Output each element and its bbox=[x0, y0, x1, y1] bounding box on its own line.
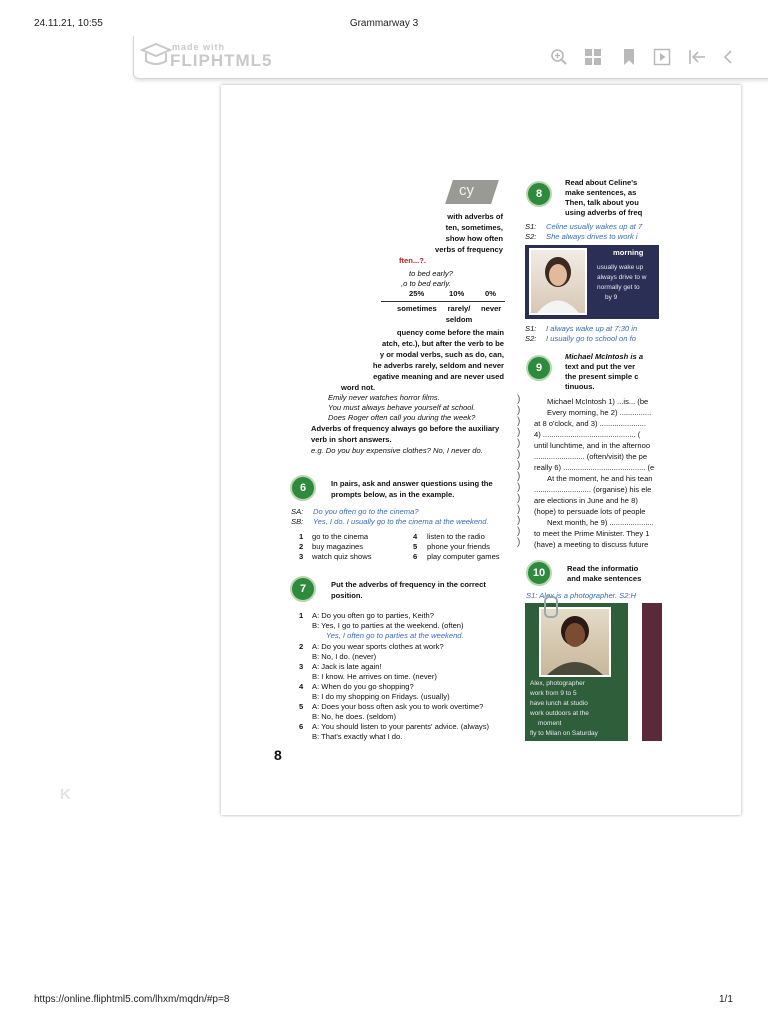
freq-percent: 10% bbox=[449, 289, 465, 298]
exercise-6-instruction: In pairs, ask and answer questions using the prompts below, as in the example. bbox=[331, 479, 493, 499]
logo-made-with: made with bbox=[172, 42, 226, 52]
print-datetime: 24.11.21, 10:55 bbox=[34, 18, 103, 29]
dialogue-a: A: Do you wear sports clothes at work? bbox=[312, 642, 444, 651]
binder-ring-icon: ) bbox=[517, 449, 521, 460]
freq-percent: 0% bbox=[485, 289, 496, 298]
exercise-10-instruction: and make sentences bbox=[567, 574, 642, 583]
text-line: are elections in June and he 8) bbox=[534, 496, 638, 505]
intro-line: verbs of frequency bbox=[435, 245, 503, 254]
prompt-text: buy magazines bbox=[312, 542, 364, 551]
exercise-9-instruction: the present simple c bbox=[565, 372, 639, 381]
binder-ring-icon: ) bbox=[517, 537, 521, 548]
exercise-9-badge: 9 bbox=[526, 355, 552, 381]
dialogue-a: A: You should listen to your parents' advice. (always) bbox=[312, 722, 490, 731]
page-number: 8 bbox=[274, 747, 282, 763]
prompt-text: go to the cinema bbox=[312, 532, 369, 541]
dialogue-b: B: I know. He arrives on time. (never) bbox=[312, 672, 437, 681]
schedule-item: usually wake up bbox=[597, 264, 644, 271]
dialogue-b: B: No, I do. (never) bbox=[312, 652, 377, 661]
exercise-8-instruction: Read about Celine's bbox=[565, 178, 638, 187]
prompt-num: 1 bbox=[299, 532, 304, 541]
exercise-9-instruction: tinuous. bbox=[565, 382, 595, 391]
schedule-heading: morning bbox=[613, 248, 644, 257]
example-sentence: S1: Alex is a photographer. S2:H bbox=[526, 591, 637, 600]
example-answer: Yes, I do. I usually go to the cinema at the weekend. bbox=[313, 517, 489, 526]
intro-example: to bed early? bbox=[409, 269, 453, 278]
dialogue-a: A: Does your boss often ask you to work overtime? bbox=[312, 702, 484, 711]
text-line: ........................ (often/visit) the pe bbox=[534, 452, 648, 461]
dialogue-b: B: I do my shopping on Fridays. (usually) bbox=[312, 692, 450, 701]
item-num: 1 bbox=[299, 611, 304, 620]
item-num: 4 bbox=[299, 682, 304, 691]
card-item: fly to Milan on Saturday bbox=[530, 730, 598, 737]
rule-line: quency come before the main bbox=[396, 328, 504, 337]
exercise-7-instruction: Put the adverbs of frequency in the correct position. bbox=[331, 580, 486, 600]
text-line: At the moment, he and his tean bbox=[547, 474, 653, 483]
intro-line: with adverbs of bbox=[447, 212, 503, 221]
freq-word: sometimes bbox=[397, 304, 437, 313]
bookmark-icon[interactable] bbox=[620, 48, 638, 66]
exercise-7-badge: 7 bbox=[290, 576, 316, 602]
schedule-item: by 9 bbox=[605, 294, 618, 301]
prev-page-arrow-icon[interactable]: K bbox=[60, 786, 71, 803]
rule-example: You must always behave yourself at school. bbox=[328, 403, 476, 412]
text-line: until lunchtime, and in the afternoo bbox=[534, 441, 651, 450]
second-card bbox=[642, 603, 662, 741]
card-item: Alex, photographer bbox=[530, 680, 585, 687]
item-num: 5 bbox=[299, 702, 304, 711]
rule-line: he adverbs rarely, seldom and never bbox=[372, 361, 504, 370]
item-num: 3 bbox=[299, 662, 304, 671]
exercise-8-instruction: Then, talk about you bbox=[565, 198, 639, 207]
exercise-9-instruction: Michael McIntosh is a bbox=[565, 352, 644, 361]
rule-example: Does Roger often call you during the week? bbox=[328, 413, 476, 422]
exercise-6-badge: 6 bbox=[290, 475, 316, 501]
example-sentence: Celine usually wakes up at 7 bbox=[546, 222, 643, 231]
example-question: Do you often go to the cinema? bbox=[313, 507, 419, 516]
card-item: moment bbox=[538, 720, 562, 727]
section-banner-text: cy bbox=[459, 182, 474, 199]
binder-ring-icon: ) bbox=[517, 471, 521, 482]
prompt-num: 6 bbox=[413, 552, 418, 561]
prompt-num: 5 bbox=[413, 542, 418, 551]
rule-line: atch, etc.), but after the verb to be bbox=[382, 339, 504, 348]
binder-ring-icon: ) bbox=[517, 482, 521, 493]
dialogue-b: B: No, he does. (seldom) bbox=[312, 712, 396, 721]
text-line: Michael McIntosh 1) ...is... (be bbox=[547, 397, 649, 406]
print-url: https://online.fliphtml5.com/lhxm/mqdn/#p=8 bbox=[34, 994, 230, 1005]
speaker-label: SB: bbox=[291, 517, 304, 526]
autoplay-icon[interactable] bbox=[653, 48, 671, 66]
speaker-label: S2: bbox=[525, 232, 537, 241]
zoom-in-icon[interactable] bbox=[550, 48, 568, 66]
text-line: Every morning, he 2) ............... bbox=[547, 408, 652, 417]
example-sentence: I usually go to school on fo bbox=[546, 334, 636, 343]
prompt-text: phone your friends bbox=[427, 542, 490, 551]
prompt-num: 3 bbox=[299, 552, 304, 561]
binder-ring-icon: ) bbox=[517, 416, 521, 427]
intro-example: ,o to bed early. bbox=[401, 279, 451, 288]
exercise-8-instruction: make sentences, as bbox=[565, 188, 637, 197]
speaker-label: S1: bbox=[525, 324, 537, 333]
prev-page-icon[interactable] bbox=[722, 48, 732, 66]
freq-word: never bbox=[481, 304, 502, 313]
exercise-10-instruction: Read the informatio bbox=[567, 564, 639, 573]
exercise-9-instruction: text and put the ver bbox=[565, 362, 636, 371]
intro-line: show how often bbox=[445, 234, 503, 243]
intro-line: ften...?. bbox=[399, 256, 426, 265]
prompt-num: 2 bbox=[299, 542, 304, 551]
rule-line: egative meaning and are never used bbox=[373, 372, 504, 381]
example-sentence: I always wake up at 7:30 in bbox=[546, 324, 638, 333]
speaker-label: SA: bbox=[291, 507, 304, 516]
prompt-text: play computer games bbox=[427, 552, 500, 561]
card-item: work from 9 to 5 bbox=[530, 690, 577, 697]
text-line: ........................... (organise) his ele bbox=[534, 485, 652, 494]
binder-ring-icon: ) bbox=[517, 394, 521, 405]
dialogue-a: A: Jack is late again! bbox=[312, 662, 382, 671]
rule-line: y or modal verbs, such as do, can, bbox=[379, 350, 504, 359]
binder-ring-icon: ) bbox=[517, 526, 521, 537]
scale-rule bbox=[381, 301, 505, 302]
exercise-8-badge: 8 bbox=[526, 181, 552, 207]
short-answers-note: Adverbs of frequency always go before the auxiliary verb in short answers. bbox=[311, 424, 500, 444]
example-sentence: She always drives to work i bbox=[546, 232, 638, 241]
logo-fliphtml5: FLIPHTML5 bbox=[170, 51, 273, 70]
book-page bbox=[221, 85, 741, 815]
item-num: 2 bbox=[299, 642, 304, 651]
dialogue-a: A: When do you go shopping? bbox=[312, 682, 414, 691]
thumbnails-icon[interactable] bbox=[584, 48, 602, 66]
freq-percent: 25% bbox=[409, 289, 425, 298]
text-line: 4) ............................................ ( bbox=[534, 430, 641, 439]
speaker-label: S1: bbox=[525, 222, 537, 231]
binder-ring-icon: ) bbox=[517, 438, 521, 449]
first-page-icon[interactable] bbox=[688, 48, 706, 66]
text-line: at 8 o'clock, and 3) ...................... bbox=[534, 419, 647, 428]
prompt-text: watch quiz shows bbox=[312, 552, 372, 561]
card-item: work outdoors at the bbox=[530, 710, 589, 717]
binder-ring-icon: ) bbox=[517, 460, 521, 471]
prompt-text: listen to the radio bbox=[427, 532, 485, 541]
text-line: (have) a meeting to discuss future bbox=[534, 540, 649, 549]
text-line: Next month, he 9) ..................... bbox=[547, 518, 654, 527]
binder-ring-icon: ) bbox=[517, 515, 521, 526]
card-item: have lunch at studio bbox=[530, 700, 588, 707]
text-line: to meet the Prime Minister. They 1 bbox=[534, 529, 650, 538]
item-num: 6 bbox=[299, 722, 304, 731]
prompt-num: 4 bbox=[413, 532, 418, 541]
exercise-8-instruction: using adverbs of freq bbox=[565, 208, 643, 217]
intro-line: ten, sometimes, bbox=[445, 223, 503, 232]
model-answer: Yes, I often go to parties at the weekend. bbox=[326, 631, 464, 640]
binder-ring-icon: ) bbox=[517, 427, 521, 438]
print-page-count: 1/1 bbox=[719, 994, 733, 1005]
speaker-label: S2: bbox=[525, 334, 537, 343]
freq-word: rarely/ seldom bbox=[445, 304, 473, 324]
paperclip-icon bbox=[544, 596, 558, 618]
short-answers-example: e.g. Do you buy expensive clothes? No, I never do. bbox=[311, 446, 483, 455]
rule-line: word not. bbox=[341, 383, 376, 392]
dialogue-b: B: Yes, I go to parties at the weekend. (often) bbox=[312, 621, 464, 630]
binder-ring-icon: ) bbox=[517, 493, 521, 504]
dialogue-a: A: Do you often go to parties, Keith? bbox=[312, 611, 434, 620]
text-line: (hope) to persuade lots of people bbox=[534, 507, 646, 516]
binder-ring-icon: ) bbox=[517, 405, 521, 416]
print-title: Grammarway 3 bbox=[349, 18, 419, 29]
rule-example: Emily never watches horror films. bbox=[328, 393, 440, 402]
fliphtml5-logo-icon bbox=[138, 42, 174, 68]
binder-ring-icon: ) bbox=[517, 504, 521, 515]
schedule-item: normally get to bbox=[597, 284, 640, 291]
dialogue-b: B: That's exactly what I do. bbox=[312, 732, 403, 741]
exercise-10-badge: 10 bbox=[526, 560, 552, 586]
text-line: really 6) ....................................... (e bbox=[534, 463, 655, 472]
schedule-item: always drive to w bbox=[597, 274, 647, 281]
celine-photo bbox=[529, 248, 587, 315]
